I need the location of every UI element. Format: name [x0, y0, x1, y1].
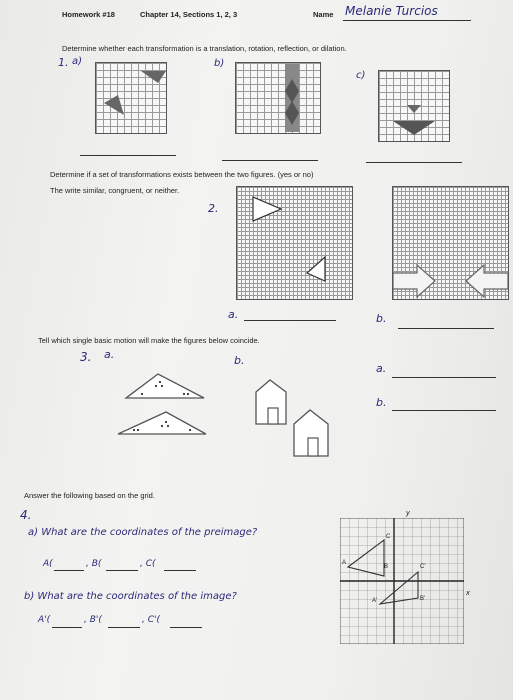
figure-2b-image — [466, 265, 508, 297]
x-axis-label: x — [466, 588, 470, 597]
y-axis-label: y — [406, 508, 410, 517]
answer-line-3a[interactable] — [392, 377, 496, 378]
grid-1a — [95, 62, 167, 134]
question-4a: a) What are the coordinates of the preimage? — [28, 527, 258, 538]
image-c-blank[interactable] — [170, 627, 202, 628]
answer-3b-label: b. — [376, 396, 387, 409]
grid-1a-figures — [96, 63, 166, 133]
point-c-prime-label: C' — [420, 564, 426, 570]
grid-2a-figures — [237, 187, 352, 299]
coordinate-grid — [340, 508, 470, 644]
figures-3a — [110, 370, 215, 440]
section2-instruction: Determine if a set of transformations exists between the two figures. (yes or no) — [50, 170, 314, 179]
section4-instruction: Answer the following based on the grid. — [24, 491, 155, 500]
image-a-label: A'( — [38, 615, 51, 625]
point-a-label: A — [342, 560, 347, 566]
name-label: Name — [313, 10, 334, 19]
answer-line-1c[interactable] — [366, 162, 462, 163]
figure-3a-bottom-triangle — [118, 412, 206, 434]
grid-1c — [378, 70, 450, 142]
image-c-label: , C'( — [142, 615, 160, 625]
grid-1b — [235, 62, 321, 134]
figure-3b-door-2 — [308, 438, 318, 456]
part-c-label: c) — [356, 70, 366, 81]
figure-1c-preimage — [407, 105, 421, 113]
image-a-blank[interactable] — [52, 627, 82, 628]
figure-1c-image — [393, 121, 435, 135]
problem1-number: 1. — [58, 56, 69, 69]
figure-1a-preimage — [104, 95, 124, 115]
name-line — [343, 20, 471, 21]
grid-2b — [392, 186, 509, 300]
point-b-label: B — [384, 564, 389, 570]
figure-2a-preimage — [253, 197, 281, 221]
problem2-number: 2. — [208, 202, 219, 215]
preimage-b-label: , B( — [86, 559, 102, 569]
answer-line-2b[interactable] — [398, 328, 494, 329]
preimage-b-blank[interactable] — [106, 570, 138, 571]
grid-1b-figures — [236, 63, 320, 133]
section3-instruction: Tell which single basic motion will make the figures below coincide. — [38, 336, 260, 345]
homework-number: Homework #18 — [62, 10, 115, 19]
preimage-c-label: , C( — [140, 559, 156, 569]
figure-2b-preimage — [393, 265, 435, 297]
answer-line-2a[interactable] — [244, 320, 336, 321]
answer-line-1a[interactable] — [80, 155, 176, 156]
figures-3b — [250, 372, 340, 462]
coordinate-plane — [340, 518, 464, 644]
part-a-label: a) — [72, 56, 83, 67]
figure-2a-image — [307, 257, 325, 281]
student-name: Melanie Turcios — [345, 4, 438, 18]
image-b-label: , B'( — [84, 615, 102, 625]
problem4-number: 4. — [20, 508, 32, 522]
point-c-label: C — [386, 534, 391, 540]
answer-2b-label: b. — [376, 312, 387, 325]
section1-instruction: Determine whether each transformation is a translation, rotation, reflection, or dilation. — [62, 44, 347, 53]
preimage-a-label: A( — [43, 559, 53, 569]
figure-3b-door-1 — [268, 408, 278, 424]
section2-sub-instruction: The write similar, congruent, or neither. — [50, 186, 180, 195]
figure-1a-image — [141, 71, 166, 83]
part-3b-label: b. — [234, 354, 245, 367]
point-b-prime-label: B' — [420, 596, 426, 602]
chapter-label: Chapter 14, Sections 1, 2, 3 — [140, 10, 238, 19]
preimage-c-blank[interactable] — [164, 570, 196, 571]
answer-line-3b[interactable] — [392, 410, 496, 411]
question-4b: b) What are the coordinates of the image? — [24, 591, 237, 602]
part-3a-label: a. — [104, 348, 115, 361]
grid-1c-figures — [379, 71, 449, 141]
answer-line-1b[interactable] — [222, 160, 318, 161]
grid-2b-figures — [393, 187, 508, 299]
problem3-number: 3. — [80, 350, 92, 364]
answer-2a-label: a. — [228, 308, 239, 321]
image-b-blank[interactable] — [108, 627, 140, 628]
part-b-label: b) — [214, 58, 225, 69]
figure-3a-top-triangle — [126, 374, 204, 398]
preimage-a-blank[interactable] — [54, 570, 84, 571]
answer-3a-label: a. — [376, 362, 387, 375]
point-a-prime-label: A' — [372, 598, 378, 604]
grid-2a — [236, 186, 353, 300]
